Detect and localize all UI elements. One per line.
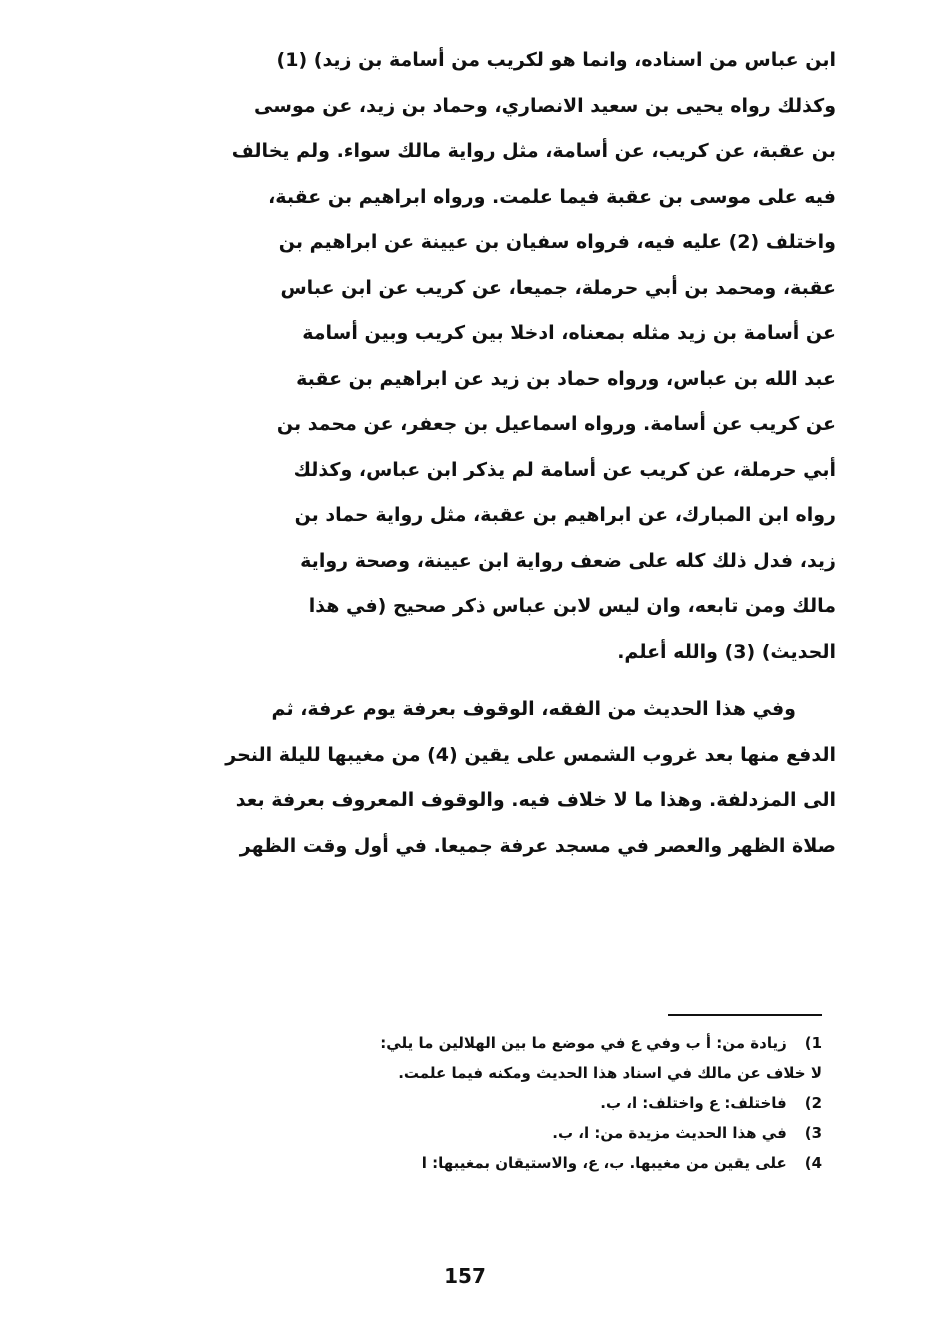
text-line: عن أسامة بن زيد مثله بمعناه، ادخلا بين كريب وبين أسامة [302,322,836,344]
page-number: 157 [444,1264,486,1288]
text-line: الحديث) (3) والله أعلم. [617,640,836,663]
text-line: عبد الله بن عباس، ورواه حماد بن زيد عن ابراهيم بن عقبة [296,367,836,390]
footnote-text: لا خلاف عن مالك في اسناد هذا الحديث ومكنه فيما علمت. [398,1064,822,1082]
footnote-1 [300,1028,822,1058]
text-line: عن كريب عن أسامة. ورواه اسماعيل بن جعفر، عن محمد بن [276,413,836,435]
footnote-2 [300,1088,822,1118]
text-line: فيه على موسى بن عقبة فيما علمت. ورواه ابراهيم بن عقبة، [268,185,836,208]
text-line: أبي حرملة، عن كريب عن أسامة لم يذكر ابن عباس، وكذلك [293,458,836,481]
footnote-text: في هذا الحديث مزيدة من: ا، ب. [552,1124,787,1142]
text-line: وفي هذا الحديث من الفقه، الوقوف بعرفة يوم عرفة، ثم [271,698,796,720]
footnote-3 [300,1118,822,1148]
footnote-number: 3) [804,1124,822,1142]
footnote-separator [668,1014,822,1016]
text-line: عقبة، ومحمد بن أبي حرملة، جميعا، عن كريب عن ابن عباس [280,276,836,299]
text-line: واختلف (2) عليه فيه، فرواه سفيان بن عيينة عن ابراهيم بن [278,231,836,253]
main-text [200,38,836,869]
text-line: رواه ابن المبارك، عن ابراهيم بن عقبة، مثل رواية حماد بن [294,504,836,526]
text-line: بن عقبة، عن كريب، عن أسامة، مثل رواية مالك سواء. ولم يخالف [231,140,836,162]
footnote-1-continued [300,1058,822,1088]
text-line: الى المزدلفة. وهذا ما لا خلاف فيه. والوقوف المعروف بعرفة بعد [235,789,836,811]
footnote-text: على يقين من مغيبها. ب، ع، والاستيقان بمغيبها: ا [421,1154,787,1172]
footnote-number: 2) [804,1094,822,1112]
footnote-text: فاختلف: ع واختلف: ا، ب. [600,1094,787,1112]
text-line: الدفع منها بعد غروب الشمس على يقين (4) من مغيبها لليلة النحر [225,743,836,766]
paragraph-gap [200,675,836,687]
text-line: مالك ومن تابعه، وان ليس لابن عباس ذكر صحيح (في هذا [308,595,836,617]
footnote-4 [300,1148,822,1178]
text-line: وكذلك رواه يحيى بن سعيد الانصاري، وحماد بن زيد، عن موسى [254,94,836,117]
footnote-number: 4) [804,1154,822,1172]
footnotes [300,1028,822,1178]
text-line: ابن عباس من اسناده، وانما هو لكريب من أسامة بن زيد) (1) [276,49,836,71]
footnote-number: 1) [804,1034,822,1052]
text-line: زيد، فدل ذلك كله على ضعف رواية ابن عيينة، وصحة رواية [300,549,836,572]
text-line: صلاة الظهر والعصر في مسجد عرفة جميعا. في أول وقت الظهر [239,834,836,857]
paragraph-2 [200,687,836,869]
paragraph-1 [200,38,836,675]
footnote-text: زيادة من: أ ب وفي ع في موضع ما بين الهلالين ما يلي: [380,1034,787,1052]
